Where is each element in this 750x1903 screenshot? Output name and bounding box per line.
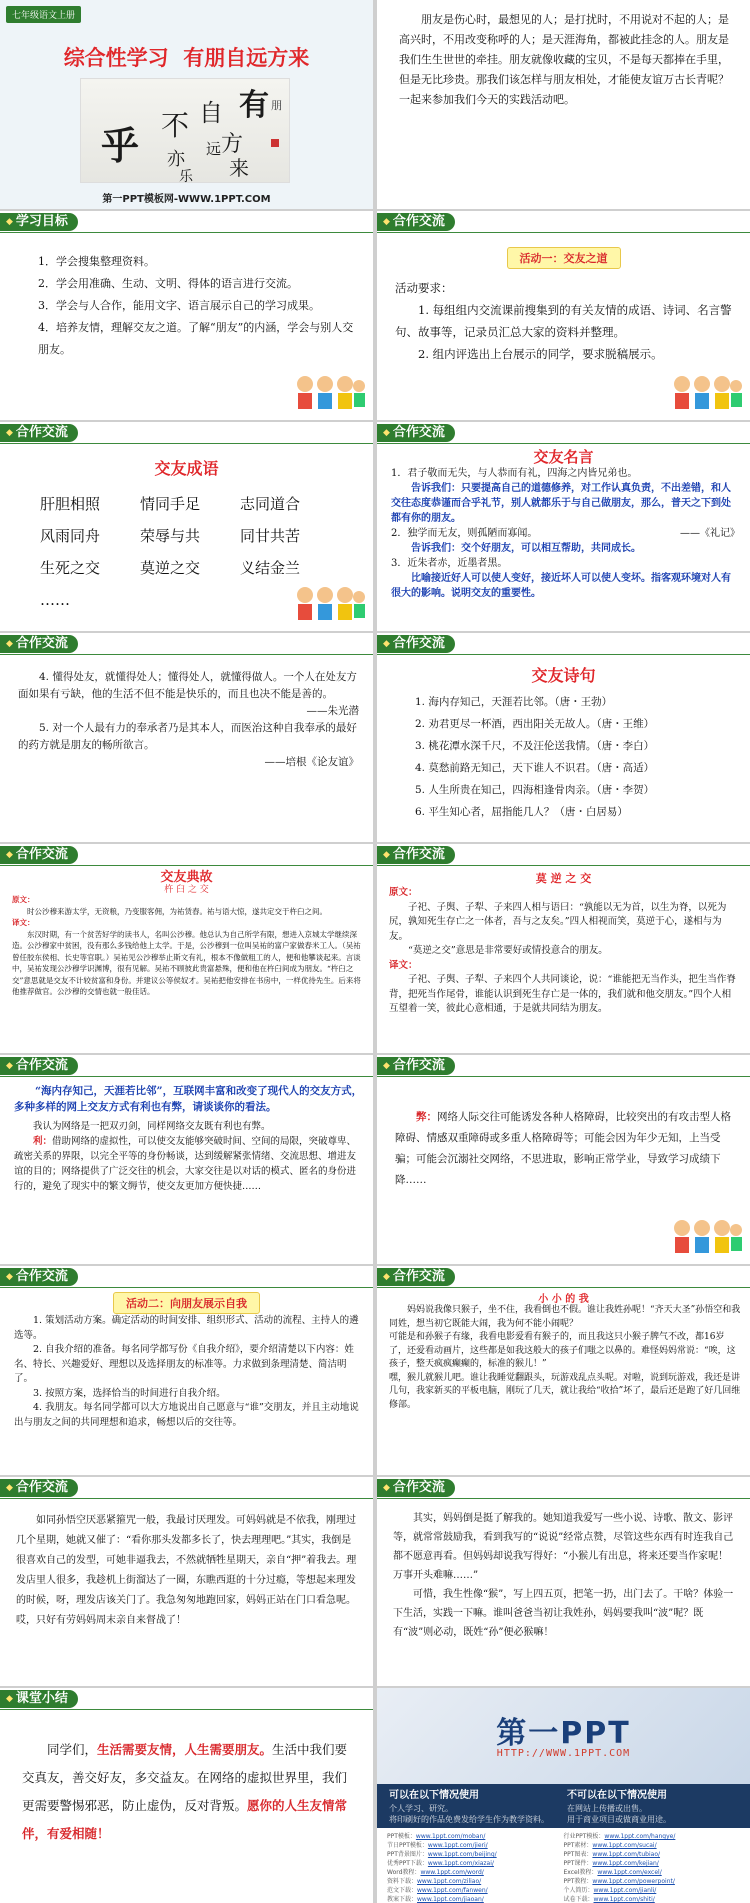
quotes2-body (18, 669, 359, 836)
promo-link[interactable]: PPT模板：www.1ppt.com/moban/ (387, 1833, 486, 1840)
section-header: ◆ 课堂小结 (0, 1688, 373, 1710)
promo-link[interactable]: 试卷下载：www.1ppt.com/shiti/ (563, 1896, 655, 1903)
slide-intro[interactable] (377, 0, 750, 209)
promo-logo: 第一PPT (496, 1716, 631, 1751)
essay-para: 可惜，我生性像“猴”，写上四五页，把笔一扔，出门去了。干啥？体验一下生活，实践一下嘛。谁叫爸爸当初让我姓孙，妈妈要我叫“波”呢？既有“波”则必动，既姓“孙”便必猴嘛！ (393, 1589, 734, 1638)
promo-link[interactable]: 个人简历：www.1ppt.com/jianli/ (563, 1887, 657, 1894)
quote-para: 4. 懂得处友，就懂得处人；懂得处人，就懂得做人。一个人在处友方面如果有亏缺，他的生活不但不能是快乐的，而且也决不能是善的。 (18, 671, 357, 700)
promo-link[interactable]: 范文下载：www.1ppt.com/fanwen/ (387, 1887, 488, 1894)
quote-para: 5. 对一个人最有力的奉承者乃是其本人，而医治这种自我奉承的最好的药方就是朋友的畅所欲言。 (18, 722, 357, 751)
slide-quotes2[interactable] (0, 633, 373, 842)
section-header: ◆ 合作交流 (0, 633, 373, 655)
idiom: 风雨同舟 (40, 527, 101, 545)
idiom: 情同手足 (140, 495, 201, 513)
calligraphy-char: 远 (206, 140, 222, 158)
promo-link[interactable]: PPT图表：www.1ppt.com/tubiao/ (563, 1851, 661, 1858)
poems-title: 交友诗句 (531, 666, 596, 685)
story-text: “莫逆之交”意思是非常要好或情投意合的朋友。 (408, 945, 608, 956)
poem-item: 4. 莫愁前路无知己，天下谁人不识君。（唐・高适） (415, 762, 655, 774)
goal-item: 4．培养友情，理解交友之道。了解“朋友”的内涵，学会与别人交朋友。 (38, 321, 354, 356)
idioms-title: 交友成语 (154, 459, 219, 478)
quote-source: ——朱光潜 (306, 705, 359, 717)
promo-link[interactable]: PPT课件：www.1ppt.com/kejian/ (563, 1860, 659, 1867)
slide-activity1[interactable] (377, 211, 750, 420)
goal-item: 1．学会搜集整理资料。 (38, 255, 155, 268)
slide-net2[interactable] (377, 1055, 750, 1264)
section-header: ◆ 合作交流 (0, 1266, 373, 1288)
poem-item: 3. 桃花潭水深千尺，不及汪伦送我情。（唐・李白） (415, 740, 655, 752)
calligraphy-char: 乎 (101, 123, 140, 168)
promo-link[interactable]: PPT背景图片：www.1ppt.com/beijing/ (387, 1851, 497, 1858)
section-header: ◆ 合作交流 (0, 1055, 373, 1077)
idiom: 肝胆相照 (40, 495, 101, 513)
slide-story1[interactable] (0, 844, 373, 1053)
quote-line: 1．君子敬而无失，与人恭而有礼，四海之内皆兄弟也。 (391, 468, 638, 479)
slide-summary[interactable] (0, 1688, 373, 1903)
slide-activity2[interactable] (0, 1266, 373, 1475)
promo-link[interactable]: Word教程：www.1ppt.com/word/ (387, 1869, 484, 1876)
idioms-ellipsis: …… (40, 591, 70, 609)
promo-url[interactable]: HTTP://WWW.1PPT.COM (496, 1748, 631, 1759)
section-header: ◆ 合作交流 (377, 1266, 750, 1288)
calligraphy-char: 来 (229, 156, 249, 180)
quotes-body (391, 466, 740, 625)
poem-item: 2. 劝君更尽一杯酒，西出阳关无故人。（唐・王维） (415, 718, 655, 730)
summary-body (22, 1736, 355, 1903)
section-header: ◆ 合作交流 (0, 844, 373, 866)
calligraphy-image (80, 78, 290, 183)
idiom: 同甘共苦 (240, 527, 301, 545)
story-body (12, 894, 365, 1047)
story-title: 莫 逆 之 交 (535, 872, 592, 885)
calligraphy-char: 有 (239, 88, 269, 123)
section-header: ◆ 合作交流 (377, 422, 750, 444)
slide-net1[interactable] (0, 1055, 373, 1264)
quote-source: ——培根《论友谊》 (264, 756, 359, 768)
kids-illustration (670, 372, 744, 412)
net-para: 我认为网络是一把双刃剑，同样网络交友既有利也有弊。 (33, 1121, 271, 1132)
quote-line: 2．独学而无友，则孤陋而寡闻。 ——《礼记》 (391, 528, 740, 539)
section-header: ◆ 合作交流 (0, 1477, 373, 1499)
promo-link[interactable]: Excel教程：www.1ppt.com/excel/ (563, 1869, 662, 1876)
story-text: 子祀、子舆、子犁、子来四人相与语曰：“孰能以无为首，以生为脊，以死为尻，孰知死生存亡之一体者，吾与之友矣。”四人相视而笑，莫逆于心，遂相与为友。 (389, 901, 727, 942)
essay-title: 小 小 的 我 (538, 1294, 589, 1305)
links-left (387, 1832, 564, 1903)
activity-item: 2. 自我介绍的准备。每名同学都写份《自我介绍》，要介绍清楚以下内容：姓名、特长、兴趣爱好、理想以及选择朋友的标准等。力求做到条理清楚、简洁明了。 (14, 1344, 354, 1384)
slide-goals[interactable] (0, 211, 373, 420)
quote-explain: 告诉我们：只要提高自己的道德修养，对工作认真负责，不出差错，和人交往态度恭谨而合乎礼节，别人就都乐于与自己做朋友，那么，普天之下到处都有你的朋友。 (391, 483, 731, 524)
quote-explain: 比喻接近好人可以使人变好，接近坏人可以使人变坏。指客观环境对人有很大的影响。说明交友的重要性。 (391, 573, 731, 599)
essay-text: 妈妈说我像只猴子，坐不住，我看倒也不假。谁让我姓孙呢！“齐天大圣”孙悟空和我同姓，想当初它既能大闹，我为何不能小闹呢？ 可能是和孙猴子有缘，我看电影爱看有猴子的，而且我这只小猴子脾气不改，都16岁了，还爱看动画片，这些都是如我这般大的孩子们嗤之以鼻的。难怪妈妈常说：“唉，这孩子，整天疯疯癫癫的，标准的猴儿！” 嘿，猴儿就猴儿吧。谁让我睡觉翻跟头，玩游戏乱点头呢。对啦，说到玩游戏，我还是讲几句，我家新买的平板电脑，刚玩了几天，就让我给“收拾”坏了，最后还是跑了好几回维修部。 (389, 1305, 741, 1410)
kids-illustration (293, 583, 367, 623)
kids-illustration (293, 372, 367, 412)
calligraphy-char: 方 (221, 132, 244, 157)
slide-essay2[interactable] (0, 1477, 373, 1686)
slide-quotes[interactable] (377, 422, 750, 631)
story-text: 东汉时期，有一个贫苦好学的读书人，名叫公沙穆。他总认为自己所学有限，想进入京城太学继续深造。公沙穆家中贫困，没有那么多钱给他上太学。于是，公沙穆到一位叫吴祐的富户家做春米工人。（吴祐曾任胶东侯相、长史等官职。）吴祐见公沙穆举止斯文有礼，根本不像做粗工的人，便和他攀谈起来。言谈中，吴祐发现公沙穆学识渊博，很有见解。吴祐不顾彼此贵富悬殊，便和他在杵臼间成为朋友。“杵臼之交”意思就是交友不计较贫富和身份。并建议公等侯奴才。吴祐把他安排在书房中，一样优待先生。后来将他推荐做官。公沙穆的交情也就一般佳话。 (12, 929, 361, 996)
story-label: 原文： (12, 895, 35, 904)
activity-pill: 活动二：向朋友展示自我 (113, 1292, 260, 1314)
story-label: 原文： (389, 887, 418, 898)
story-title: 交友典故 (160, 870, 213, 885)
slide-essay3[interactable] (377, 1477, 750, 1686)
section-header: ◆ 合作交流 (377, 211, 750, 233)
poem-item: 5. 人生所贵在知己，四海相逢骨肉亲。（唐・李贺） (415, 784, 655, 796)
promo-link[interactable]: 教案下载：www.1ppt.com/jiaoan/ (387, 1896, 484, 1903)
calligraphy-char: 自 (199, 99, 223, 127)
idiom: 荣辱与共 (140, 527, 201, 545)
calligraphy-char: 亦 (167, 149, 185, 170)
req-item: 2. 组内评选出上台展示的同学，要求脱稿展示。 (418, 347, 663, 361)
req-label: 活动要求： (395, 281, 453, 295)
poems-list (415, 691, 740, 836)
promo-link[interactable]: PPT教程：www.1ppt.com/powerpoint/ (563, 1878, 675, 1885)
section-header: ◆ 合作交流 (377, 633, 750, 655)
promo-link[interactable]: 优秀PPT下载：www.1ppt.com/xiazai/ (387, 1860, 494, 1867)
section-header: ◆ 合作交流 (377, 1055, 750, 1077)
net-label: 弊： (416, 1111, 437, 1123)
idiom: 义结金兰 (240, 559, 301, 577)
cover-title: 综合性学习 有朋自远方来 (63, 46, 310, 70)
slide-poems[interactable] (377, 633, 750, 842)
summary-text: 同学们， (47, 1742, 98, 1757)
grade-badge: 七年级语文上册 (6, 6, 81, 23)
net-para: 利：借助网络的虚拟性，可以使交友能够突破时间、空间的局限，突破尊卑、疏密关系的界限，以完全平等的身份畅谈，达到缓解紧张情绪、交流思想、增进友谊的目的；网络提供了广泛交往的机会，大家交往是以对话的模式、匿名的身份进行的，避免了现实中的繁文缛节，使交友更加方便快捷…… (14, 1136, 357, 1192)
goal-item: 2．学会用准确、生动、文明、得体的语言进行交流。 (38, 277, 298, 290)
slide-cover[interactable] (0, 0, 373, 209)
section-header: ◆ 合作交流 (0, 422, 373, 444)
slide-promo[interactable] (377, 1688, 750, 1903)
idiom: 志同道合 (240, 495, 301, 513)
net-question: “海内存知己，天涯若比邻”，互联网丰富和改变了现代人的交友方式，多种多样的网上交友方式有利也有弊，请谈谈你的看法。 (14, 1085, 363, 1113)
essay-para: 其实，妈妈倒是挺了解我的。她知道我爱写一些小说、诗歌、散文、影评等，就常常鼓励我，看到我写的“说说”经常点赞，尽管这些东西有时连我自己都不愿意再看。但妈妈却说我写得好：“小猴儿有出息，将来还要当作家呢！万事开头难嘛……” (393, 1513, 734, 1581)
story-body (389, 886, 740, 1047)
promo-banner (377, 1688, 750, 1784)
links-right (564, 1832, 741, 1903)
story-text: 子祀、子舆、子犁、子来四个人共同谈论，说：“谁能把无当作头，把生当作脊背，把死当作尾骨，谁能认识到死生存亡是一体的，我们就和他交朋友。”四个人相互望着一笑，彼此心意相通，于是就共同结为朋友。 (389, 974, 736, 1014)
net-text: 网络人际交往可能诱发各种人格障碍，比较突出的有攻击型人格障碍、情感双重障碍或多重人格障碍等；可能会因为年少无知，上当受骗；可能会沉溺社交网络，不思进取，影响正常学业，导致学习成绩下降…… (395, 1111, 731, 1186)
net1-body (14, 1083, 363, 1258)
quote-explain: 告诉我们：交个好朋友，可以相互帮助，共同成长。 (411, 543, 641, 554)
poem-item: 6. 平生知心者，屈指能几人？（唐・白居易） (415, 806, 628, 818)
idiom: 莫逆之交 (140, 559, 201, 577)
activity-pill: 活动一：交友之道 (507, 247, 621, 269)
activity-item: 4. 我朋友。每名同学都可以大方地说出自己愿意与“谁”交朋友，并且主动地说出与朋友之间的共同理想和追求，畅想以后的交往等。 (14, 1402, 359, 1428)
activity-item: 3. 按照方案，选择恰当的时间进行自我介绍。 (33, 1387, 226, 1399)
req-item: 1. 每组组内交流课前搜集到的有关友情的成语、诗词、名言警句、故事等，记录员汇总大家的资料并整理。 (395, 303, 732, 339)
goal-item: 3．学会与人合作，能用文字、语言展示自己的学习成果。 (38, 299, 320, 312)
promo-allowed: 可以在以下情况使用 个人学习、研究。 将印刷好的作品免费发给学生作为教学资料。 (389, 1790, 549, 1824)
activity2-list (14, 1314, 363, 1469)
slide-idioms[interactable] (0, 422, 373, 631)
site-label: 第一PPT模板网-WWW.1PPT.COM (102, 194, 271, 205)
activity-item: 1. 策划活动方案。确定活动的时间安排、组织形式、活动的流程、主持人的遴选等。 (14, 1315, 359, 1341)
promo-links (377, 1828, 750, 1903)
section-header: ◆ 学习目标 (0, 211, 373, 233)
story-label: 译文： (389, 959, 418, 971)
story-label: 译文： (12, 918, 35, 927)
summary-text: 生活中我们要交真友，善交好友，多交益友。在网络的虚拟世界里，我们更需要警惕邪恶，防止虚伪，反对背叛。 (22, 1742, 348, 1813)
section-header: ◆ 合作交流 (377, 1477, 750, 1499)
idiom: 生死之交 (40, 559, 101, 577)
promo-link[interactable]: 资料下载：www.1ppt.com/ziliao/ (387, 1878, 482, 1885)
essay-body (393, 1509, 738, 1680)
summary-highlight: 愿你的人生友情常伴，有爱相随！ (22, 1798, 348, 1841)
quote-line: 3．近朱者赤，近墨者黑。 (391, 558, 508, 569)
intro-text: 朋友是伤心时，最想见的人；是打扰时，不用说对不起的人；是高兴时，不用改变称呼的人；是天涯海角，都被此挂念的人。朋友是我们生生世世的牵挂。朋友就像收藏的宝贝，不是每天都捧在手里，但是无比珍贵。那我们该怎样与朋友相处，才能使友谊万古长青呢？一起来参加我们今天的实践活动吧。 (399, 13, 729, 106)
essay-text: 如同孙悟空厌恶紧箍咒一般，我最讨厌理发。可妈妈就是不依我，刚理过几个星期，她就又催了：“看你那头发都多长了，快去理理吧。”其实，我倒是很喜欢自己的发型，可她非逼我去，不然就牺牲星期天，亲自“押”着我去。理发店里人很多，我趁机上街溜达了一圈，东瞧西逛的十分过瘾，等想起来理发的时候，呀，理发店该关门了。我急匆匆地跑回家，妈妈正站在门口看急呢。哎，只好有劳妈妈周末亲自来督战了！ (16, 1515, 357, 1626)
promo-link[interactable]: 行业PPT模板：www.1ppt.com/hangye/ (563, 1833, 676, 1840)
section-header: ◆ 合作交流 (377, 844, 750, 866)
promo-link[interactable]: PPT素材：www.1ppt.com/sucai/ (563, 1842, 657, 1849)
calligraphy-char: 朋 (271, 99, 282, 112)
calligraphy-char: 乐 (179, 169, 193, 184)
story-text: 时公沙穆来游太学，无资粮，乃变服客佣，为祐赁舂。祐与语大惊，遂共定交于杵臼之间。 (27, 906, 327, 916)
slide-story2[interactable] (377, 844, 750, 1053)
promo-forbidden: 不可以在以下情况使用 在网站上传播或出售。 用于商业项目或做商业用途。 (567, 1790, 671, 1824)
kids-illustration (670, 1216, 744, 1256)
quotes-title: 交友名言 (533, 448, 594, 466)
poem-item: 1. 海内存知己，天涯若比邻。（唐・王勃） (415, 696, 613, 708)
promo-link[interactable]: 节日PPT模板：www.1ppt.com/jieri/ (387, 1842, 488, 1849)
slide-essay1[interactable] (377, 1266, 750, 1475)
calligraphy-char: 不 (161, 109, 190, 142)
summary-highlight: 生活需要友情，人生需要朋友。 (97, 1742, 273, 1757)
story-subtitle: 杵 臼 之 交 (164, 885, 209, 895)
